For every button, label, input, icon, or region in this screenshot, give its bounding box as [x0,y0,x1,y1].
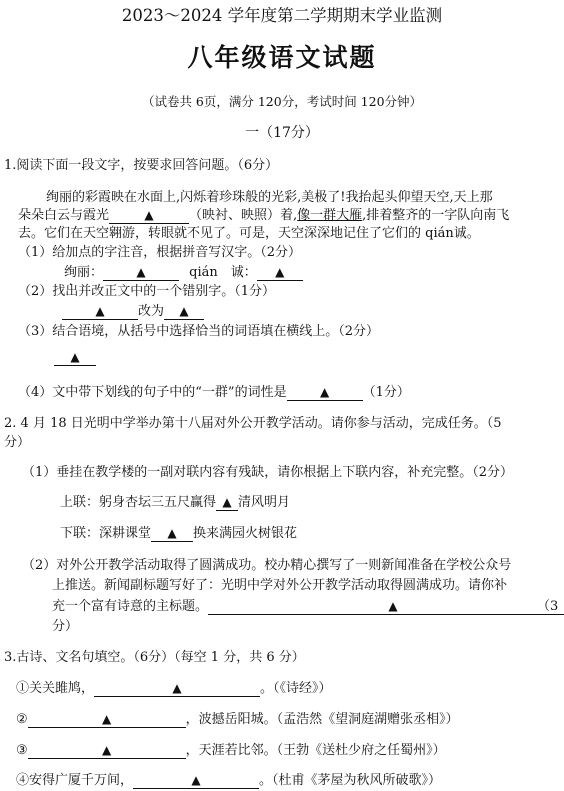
triangle-marker-icon: ▲ [179,304,189,318]
triangle-marker-icon: ▲ [95,304,105,318]
q2-lower-text: 下联：深耕课堂 [60,526,152,541]
q3-line4 [16,769,441,789]
triangle-marker-icon: ▲ [102,712,112,726]
q1-sub1-label: 丽： [77,265,104,280]
triangle-marker-icon: ▲ [136,265,146,279]
q2-sub2-score-cont: 分） [52,619,79,634]
q3-line2 [16,708,459,728]
q2-blank-upper[interactable] [216,495,238,511]
triangle-marker-icon: ▲ [70,350,80,364]
q1-blank-correct-char[interactable] [164,304,204,320]
exam-term-line: 2023～2024 学年度第二学期期末学业监测 [121,6,443,25]
q1-sub1-label: qián 诚： [189,265,257,280]
q1-sub2-answers [62,300,204,320]
q3-text: 。（杜甫《茅屋为秋风所破歌》） [259,773,442,788]
q1-sub3: （3）结合语境，从括号中选择恰当的词语填在横线上。（2分） [18,324,380,339]
q2-sub1: （1）垂挂在教学楼的一副对联内容有残缺，请你根据上下联内容，补充完整。（2分） [22,465,514,480]
q1-blank-part-of-speech[interactable] [287,385,363,401]
triangle-marker-icon: ▲ [102,743,112,757]
q1-passage-text: （映衬、映照）着, [189,208,298,223]
triangle-marker-icon: ▲ [275,265,285,279]
q1-underlined-phrase: 像一群大雁 [297,208,363,223]
triangle-marker-icon: ▲ [167,526,177,540]
q3-text: ③ [16,743,28,758]
q2-stem-line1: 2. 4 月 18 日光明中学举办第十八届对外公开教学活动。请你参与活动，完成任务。（5 [4,416,502,431]
q1-passage-text: 朵朵白云与霞光 [18,208,110,223]
q2-blank-main-title[interactable] [208,599,564,615]
q1-passage-line3: 去。它们在天空翱游，转眼就不见了。可是，天空深深地记住了它们的 qián诚。 [18,226,480,241]
q1-stem: 1.阅读下面一段文字，按要求回答问题。（6分） [4,158,279,173]
q3-blank-4[interactable] [133,773,259,789]
q1-passage-text: ,排着整齐的一字队向南飞 [362,208,510,223]
q3-text: ①关关雎鸠， [16,681,95,696]
q1-sub3-answer [54,350,96,366]
q3-text: ② [16,712,28,727]
q1-sub4-text: （4）文中带下划线的句子中的“一群”的词性是 [18,385,287,400]
q3-text: 。（《诗经》） [260,681,332,696]
q2-sub2-line2: 上推送。新闻副标题写好了：光明中学对外公开教学活动取得圆满成功。请你补 [52,578,508,593]
q2-sub2-score: （3 [537,599,559,614]
q1-sub1: （1）给加点的字注音，根据拼音写汉字。（2分） [18,245,302,260]
exam-title: 八年级语文试题 [187,43,377,72]
triangle-marker-icon: ▲ [222,495,232,509]
q3-blank-3[interactable] [28,743,186,759]
q3-stem: 3.古诗、文名句填空。（6分）（每空 1 分，共 6 分） [4,650,305,665]
q2-lower-text: 换来满园火树银花 [193,526,298,541]
triangle-marker-icon: ▲ [388,599,398,613]
q2-upper-text: 上联：躬身杏坛三五尺赢得 [60,495,217,510]
q2-blank-lower[interactable] [151,526,193,542]
q1-sub2-connector: 改为 [138,304,165,319]
q3-line1 [16,677,332,697]
q3-text: ，天涯若比邻。（王勃《送杜少府之任蜀州》） [185,743,446,758]
triangle-marker-icon: ▲ [172,681,182,695]
q2-sub2-line1: （2）对外公开教学活动取得了圆满成功。校办精心撰写了一则新闻准备在学校公众号 [22,558,512,573]
q1-sub1-answers [64,261,303,281]
q2-lower-couplet [60,522,297,542]
q3-text: ，波撼岳阳城。（孟浩然《望洞庭湖赠张丞相》） [185,712,459,727]
q1-sub2: （2）找出并改正文中的一个错别字。（1分） [18,284,276,299]
triangle-marker-icon: ▲ [144,208,154,222]
q1-sub4-score: （1分） [362,385,410,400]
q3-line3 [16,739,446,759]
q1-sub4 [18,381,410,401]
triangle-marker-icon: ▲ [191,773,201,787]
q3-text: ④安得广厦千万间， [16,773,134,788]
q2-sub2-text: 充一个富有诗意的主标题。 [52,599,209,614]
triangle-marker-icon: ▲ [319,385,330,399]
q1-blank-hanzi[interactable] [257,265,303,281]
q1-blank-chosen-word[interactable] [54,350,96,366]
q3-blank-1[interactable] [94,681,260,697]
q1-blank-wrong-char[interactable] [62,304,138,320]
q2-sub2-line3 [52,595,564,615]
q3-blank-2[interactable] [28,712,186,728]
q1-passage-line1: 绚丽的彩霞映在水面上,闪烁着珍珠般的光彩,美极了!我抬起头仰望天空,天上那 [46,190,493,205]
q2-upper-couplet [60,491,290,511]
q2-upper-text: 清风明月 [238,495,291,510]
q2-stem-line2: 分） [4,435,31,450]
exam-info: （试卷共 6页，满分 120分，考试时间 120分钟） [141,94,423,109]
q1-dotted-char: 绚 [64,265,78,280]
q1-blank-pinyin[interactable] [103,265,179,281]
section-heading: 一（17分） [245,125,319,141]
q1-passage-line2 [18,204,509,224]
